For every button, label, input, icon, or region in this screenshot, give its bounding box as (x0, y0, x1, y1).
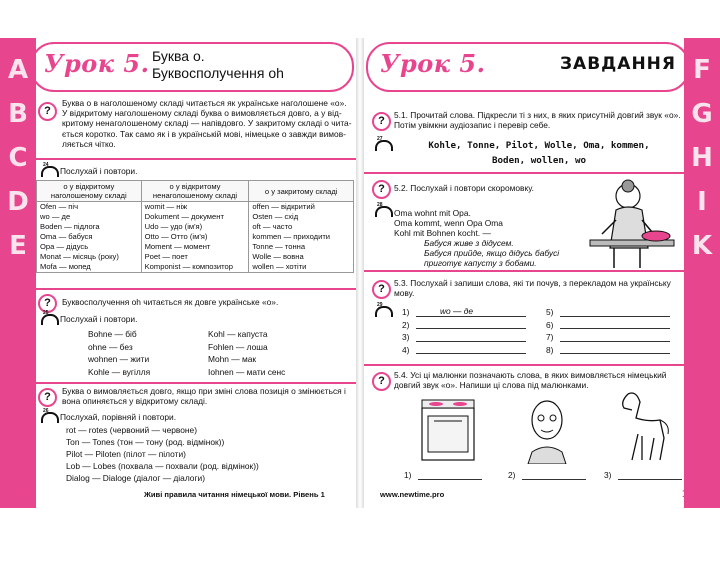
word-item: Iohnen — мати сенс (208, 366, 286, 377)
text-line: 5.3. Послухай і запиши слова, які ти почув, з перекладом на українську (394, 278, 671, 288)
strip-letter: B (8, 99, 28, 129)
tongue-twister-de (394, 208, 503, 239)
word-line: Boden, wollen, wo (491, 155, 587, 166)
text-line: Буква о в наголошеному складі читається як українське наголошене «о». (62, 98, 347, 108)
table-header: о у відкритому наголошеному складі (37, 181, 142, 202)
word-item: Kohl — капуста (208, 329, 268, 339)
page-number: 12 (20, 488, 33, 500)
lesson-banner (30, 42, 354, 92)
answer-line[interactable] (418, 479, 482, 480)
answer-line[interactable] (560, 316, 670, 317)
table-row: Opa — дідусь Moment — момент Tonne — тонна (37, 242, 354, 252)
table-row: Ofen — піч womit — ніж offen — відкритий (37, 202, 354, 213)
audio-instruction: Послухай і повтори. (60, 166, 138, 176)
strip-letter: F (693, 55, 711, 85)
question-icon: ? (38, 294, 57, 313)
answer-line[interactable] (416, 353, 526, 354)
answer-line[interactable] (522, 479, 586, 480)
change-rule (62, 386, 354, 406)
word-line: Kohle, Tonne, Pilot, Wolle, Oma, kommen, (428, 140, 650, 151)
strip-letter: I (697, 187, 707, 217)
question-icon: ? (372, 280, 391, 299)
question-icon: ? (372, 112, 391, 131)
divider (364, 172, 684, 174)
strip-letter: D (7, 187, 29, 217)
table-header: о у закритому складі (249, 181, 354, 202)
divider (36, 382, 356, 384)
word-item: ohne — без (88, 341, 133, 352)
strip-letter: H (691, 143, 713, 173)
table-row: Monat — місяць (року) Poet — поет Wolle — вовна (37, 252, 354, 262)
book-gutter (356, 38, 364, 508)
table-row: Oma — бабуся Otto — Отто (ім'я) kommen — приходити (37, 232, 354, 242)
lesson-banner (366, 42, 690, 92)
task-5-1-words (394, 138, 684, 168)
answer-line[interactable] (560, 353, 670, 354)
stove-illustration (418, 394, 478, 462)
word-item: Bohne — біб (88, 329, 137, 339)
example-item: rot — rotes (червоний — червоне) (66, 425, 198, 435)
page-title (152, 48, 284, 82)
question-icon: ? (38, 388, 57, 407)
task-5-2: 5.2. Послухай і повтори скоромовку. (394, 183, 534, 193)
oh-words-col2 (208, 328, 285, 378)
page-footer: Живі правила читання німецької мови. Рівень 1 (144, 490, 325, 499)
answer-line[interactable] (416, 316, 526, 317)
task-5-3-example: wo — де (440, 306, 474, 316)
text-line: ється коротко. Так само як і в українській мові, німецьке о завжди вимов- (62, 128, 346, 139)
left-page (36, 38, 356, 508)
oh-rule: Буквосполучення oh читається як довге українське «о». (62, 297, 279, 307)
strip-letter: E (9, 231, 27, 261)
title-line: Буква о. (152, 48, 205, 64)
example-item: Lob — Lobes (похвала — похвали (род. відмінок)) (66, 461, 259, 471)
headphones-icon[interactable]: 24 (40, 162, 56, 176)
word-item: Kohle — вугілля (88, 366, 151, 377)
example-item: Ton — Tones (тон — тону (род. відмінок)) (66, 437, 225, 447)
headphones-icon[interactable]: 27 (374, 136, 390, 150)
question-icon: ? (38, 102, 57, 121)
question-icon: ? (372, 372, 391, 391)
text-line: 5.4. Усі ці малюнки позначають слова, в яких вимовляється німецький (394, 370, 667, 380)
text-line: вона опиняється у відкритому складі. (62, 396, 208, 407)
strip-letter: K (691, 231, 713, 261)
task-5-1 (394, 110, 684, 130)
answer-line[interactable] (416, 341, 526, 342)
word-item: Fohlen — лоша (208, 341, 268, 352)
text-line: критому ненаголошеному складі — напівдовго. У закритому складі о чита- (62, 118, 352, 129)
table-header: о у відкритому ненаголошеному складі (141, 181, 249, 202)
text-line: Kohl mit Bohnen kocht. — (394, 228, 491, 239)
table-row: wo — де Dokument — документ Osten — схід (37, 212, 354, 222)
lesson-label: Урок 5. (380, 49, 486, 78)
intro-text (62, 98, 354, 149)
website-footer[interactable]: www.newtime.pro (380, 490, 445, 499)
question-icon: ? (372, 180, 391, 199)
page-number: 13 (682, 488, 695, 500)
task-5-3 (394, 278, 684, 298)
text-line: Бабуся прийде, якщо дідусь бабусі (424, 248, 560, 259)
divider (364, 270, 684, 272)
headphones-icon[interactable]: 26 (40, 408, 56, 422)
word-item: Mohn — мак (208, 354, 257, 364)
text-line: приготує капусту з бобами. (424, 258, 537, 269)
answer-line[interactable] (416, 328, 526, 329)
audio-instruction: Послухай і повтори. (60, 314, 138, 324)
text-line: ляється чітко. (62, 138, 116, 149)
answer-line[interactable] (618, 479, 682, 480)
answer-line[interactable] (560, 328, 670, 329)
text-line: Буква о вимовляється довго, якщо при зміні слова позиція о змінюється і (62, 386, 346, 396)
headphones-icon[interactable]: 28 (374, 202, 390, 216)
example-item: Pilot — Piloten (пілот — пілоти) (66, 449, 186, 459)
right-page (364, 38, 684, 508)
strip-letter: C (8, 143, 28, 173)
example-item: Dialog — Dialoge (діалог — діалоги) (66, 473, 205, 483)
picture-number: 1) (404, 470, 412, 480)
grandpa-illustration (522, 394, 572, 464)
text-line: Потім увімкни аудіозапис і перевір себе. (394, 120, 551, 131)
strip-letter: G (691, 99, 713, 129)
tongue-twister-ua (424, 238, 559, 269)
picture-number: 3) (604, 470, 612, 480)
vowel-table (36, 180, 354, 273)
table-row: Boden — підлога Udo — удо (ім'я) oft — часто (37, 222, 354, 232)
divider (364, 364, 684, 366)
right-alphabet-strip (684, 38, 720, 508)
text-line: Бабуся живе з дідусем. (424, 238, 514, 248)
table-row: Mofa — мопед Komponist — композитор wollen — хотіти (37, 262, 354, 273)
grandma-cooking-illustration (586, 178, 676, 270)
foal-illustration (614, 388, 674, 464)
word-item: wohnen — жити (88, 354, 150, 364)
task-5-3-left-numbers: 1) 2) 3) 4) (402, 307, 410, 355)
text-line: довгий звук «о». Напиши ці слова під малюнками. (394, 380, 589, 391)
headphones-icon[interactable]: 29 (374, 302, 390, 316)
lesson-label: Урок 5. (44, 49, 150, 78)
title-line: Буквосполучення oh (152, 65, 284, 81)
divider (36, 158, 356, 160)
task-5-3-right-numbers: 5) 6) 7) 8) (546, 307, 554, 355)
answer-line[interactable] (560, 341, 670, 342)
page-title: ЗАВДАННЯ (559, 54, 676, 74)
text-line: У відкритому наголошеному складі буква о вимовляється довго, а у від- (62, 108, 342, 119)
oh-words-col1 (88, 328, 150, 378)
text-line: Oma wohnt mit Opa. (394, 208, 471, 218)
audio-instruction: Послухай, порівняй і повтори. (60, 412, 177, 422)
divider (36, 288, 356, 290)
picture-number: 2) (508, 470, 516, 480)
headphones-icon[interactable]: 25 (40, 310, 56, 324)
left-alphabet-strip (0, 38, 36, 508)
change-examples (66, 424, 259, 484)
text-line: мову. (394, 288, 415, 299)
text-line: 5.1. Прочитай слова. Підкресли ті з них, в яких присутній довгий звук «о». (394, 110, 681, 120)
strip-letter: A (7, 55, 29, 85)
text-line: Oma kommt, wenn Opa Oma (394, 218, 503, 229)
